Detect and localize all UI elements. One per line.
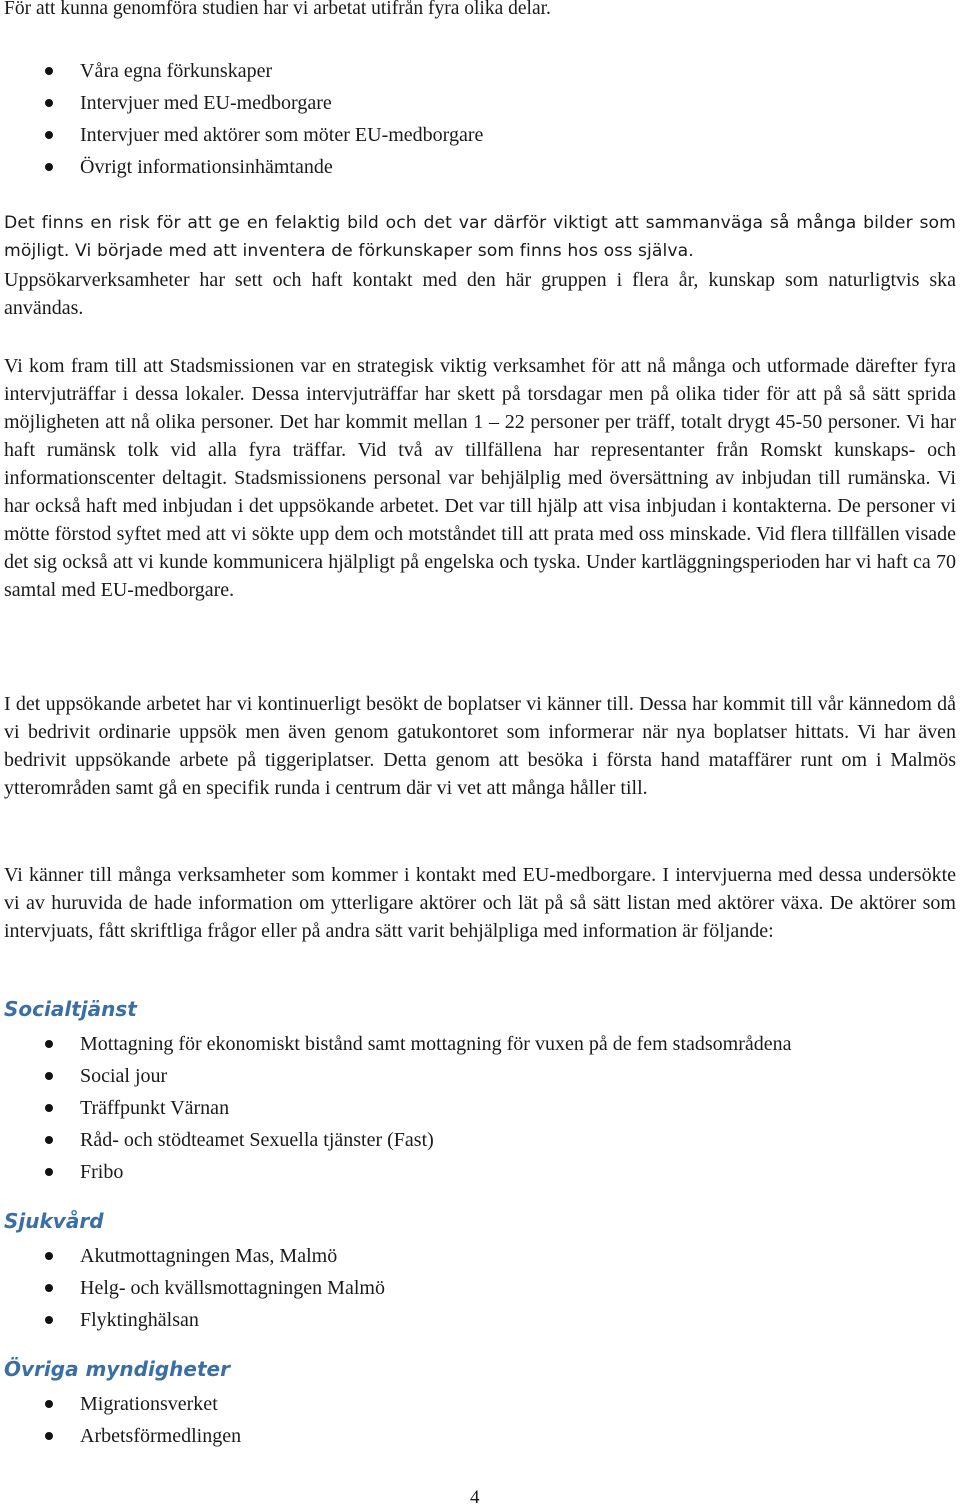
socialtjanst-list (4, 1028, 956, 1188)
paragraph-outreach: Uppsökarverksamheter har sett och haft kontakt med den här gruppen i flera år, kunskap som naturligtvis ska användas. (4, 269, 956, 319)
bullet-icon (45, 1040, 53, 1048)
bullet-icon (45, 1104, 53, 1112)
section-heading-sjukvard: Sjukvård (4, 1209, 104, 1233)
ovriga-myndigheter-list (4, 1388, 956, 1452)
list-item: Fribo (4, 1156, 956, 1188)
list-item: Akutmottagningen Mas, Malmö (4, 1240, 956, 1272)
parts-list (4, 55, 956, 183)
list-item: Intervjuer med EU-medborgare (4, 87, 956, 119)
bullet-icon (45, 1168, 53, 1176)
bullet-icon (45, 99, 53, 107)
list-item: Flyktinghälsan (4, 1304, 956, 1336)
list-item: Våra egna förkunskaper (4, 55, 956, 87)
bullet-icon (45, 1400, 53, 1408)
list-item: Övrigt informationsinhämtande (4, 151, 956, 183)
list-item: Träffpunkt Värnan (4, 1092, 956, 1124)
sjukvard-list (4, 1240, 956, 1336)
list-item: Råd- och stödteamet Sexuella tjänster (Fast) (4, 1124, 956, 1156)
bullet-icon (45, 131, 53, 139)
bullet-icon (45, 1316, 53, 1324)
bullet-icon (45, 1432, 53, 1440)
paragraph-verksamheter: Vi känner till många verksamheter som kommer i kontakt med EU-medborgare. I intervjuerna med dessa undersökte vi av huruvida de hade information om ytterligare aktörer och lät på så sätt listan med aktörer växa. De aktörer som intervjuats, fått skriftliga frågor eller på andra sätt varit behjälpliga med information är följande: (4, 864, 956, 942)
paragraph-uppsokande: I det uppsökande arbetet har vi kontinuerligt besökt de boplatser vi känner till. Dessa har kommit till vår kännedom då vi bedrivit ordinarie uppsök men även genom gatukontoret som informerar när nya boplatser hittats. Vi har även bedrivit uppsökande arbete på tiggeriplatser. Detta genom att besöka i första hand mataffärer runt om i Malmös ytterområden samt gå en specifik runda i centrum där vi vet att många håller till. (4, 693, 956, 799)
section-heading-socialtjanst: Socialtjänst (4, 997, 137, 1021)
bullet-icon (45, 163, 53, 171)
bullet-icon (45, 1072, 53, 1080)
paragraph-risk: Det finns en risk för att ge en felaktig bild och det var därför viktigt att sammanväga så många bilder som möjligt. Vi började med att inventera de förkunskaper som finns hos oss själva. (4, 213, 956, 261)
bullet-icon (45, 67, 53, 75)
paragraph-stadsmissionen: Vi kom fram till att Stadsmissionen var en strategisk viktig verksamhet för att nå många och utformade därefter fyra intervjuträffar i dessa lokaler. Dessa intervjuträffar har skett på torsdagar men på olika tider för att på så sätt sprida möjligheten att nå olika personer. Det har kommit mellan 1 – 22 personer per träff, totalt drygt 45-50 personer. Vi har haft rumänsk tolk vid alla fyra träffar. Vid två av tillfällena har representanter från Romskt kunskaps- och informationscenter deltagit. Stadsmissionens personal var behjälplig med översättning av inbjudan till rumänska. Vi har också haft med inbjudan i det uppsökande arbetet. Det var till hjälp att visa inbjudan i kontakterna. De personer vi mötte förstod syftet med att vi sökte upp dem och motståndet till att prata med oss minskade. Vid flera tillfällen visade det sig också att vi kunde kommunicera hjälpligt på engelska och tyska. Under kartläggningsperioden har vi haft ca 70 samtal med EU-medborgare. (4, 355, 956, 601)
section-heading-ovriga-myndigheter: Övriga myndigheter (4, 1357, 230, 1381)
list-item: Helg- och kvällsmottagningen Malmö (4, 1272, 956, 1304)
list-item: Arbetsförmedlingen (4, 1420, 956, 1452)
bullet-icon (45, 1284, 53, 1292)
list-item: Migrationsverket (4, 1388, 956, 1420)
list-item: Intervjuer med aktörer som möter EU-medborgare (4, 119, 956, 151)
list-item: Social jour (4, 1060, 956, 1092)
page-number: 4 (470, 1487, 480, 1508)
intro-sentence: För att kunna genomföra studien har vi arbetat utifrån fyra olika delar. (4, 0, 551, 19)
bullet-icon (45, 1136, 53, 1144)
list-item: Mottagning för ekonomiskt bistånd samt mottagning för vuxen på de fem stadsområdena (4, 1028, 956, 1060)
bullet-icon (45, 1252, 53, 1260)
